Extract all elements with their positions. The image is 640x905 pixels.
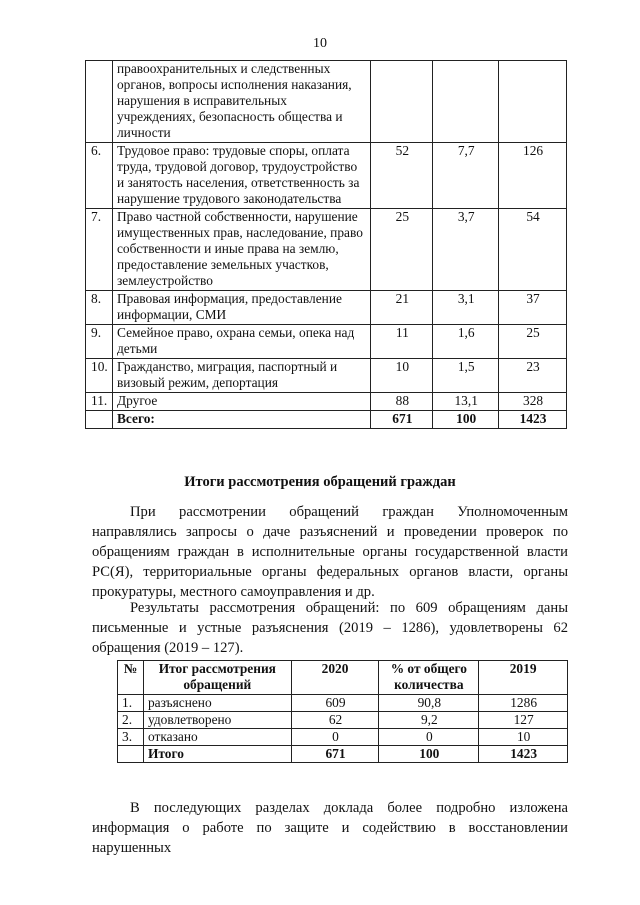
row-number: 1. — [118, 695, 144, 712]
count-2020-cell: 25 — [371, 209, 433, 291]
result-label: удовлетворено — [143, 712, 291, 729]
row-number: 7. — [86, 209, 113, 291]
topic-cell: Семейное право, охрана семьи, опека над детьми — [112, 325, 370, 359]
percent-cell: 3,1 — [433, 291, 499, 325]
header-number: № — [118, 661, 144, 695]
percent-cell: 1,6 — [433, 325, 499, 359]
count-2020-cell: 88 — [371, 393, 433, 411]
table-row — [86, 209, 567, 291]
row-number: 3. — [118, 729, 144, 746]
paragraph-further-sections: В последующих разделах доклада более подробно изложена информация о работе по защите и содействию в восстановлении нарушенных — [92, 800, 568, 856]
topic-cell: Право частной собственности, нарушение имущественных прав, наследование, право собственности и иные права на землю, предоставление земельных участков, землеустройство — [112, 209, 370, 291]
table-row — [118, 712, 568, 729]
row-number — [86, 411, 113, 429]
row-number — [118, 746, 144, 763]
value-2020: 0 — [291, 729, 379, 746]
table-row — [86, 61, 567, 143]
result-label: разъяснено — [143, 695, 291, 712]
count-2020-cell: 52 — [371, 143, 433, 209]
total-2019: 1423 — [479, 746, 568, 763]
value-2019: 127 — [479, 712, 568, 729]
count-2020-cell: 21 — [371, 291, 433, 325]
paragraph-results: Результаты рассмотрения обращений: по 609 обращениям даны письменные и устные разъяснения (2019 – 1286), удовлетворены 62 обращения (2019 – 127). — [92, 600, 568, 656]
count-2019-cell: 54 — [499, 209, 567, 291]
row-number — [86, 61, 113, 143]
row-number: 9. — [86, 325, 113, 359]
value-percent: 9,2 — [379, 712, 479, 729]
total-percent: 100 — [433, 411, 499, 429]
count-2019-cell: 126 — [499, 143, 567, 209]
total-2020: 671 — [291, 746, 379, 763]
topic-cell: правоохранительных и следственных органов, вопросы исполнения наказания, нарушения в исправительных учреждениях, безопасность общества и личности — [112, 61, 370, 143]
table-row — [86, 143, 567, 209]
count-2020-cell: 10 — [371, 359, 433, 393]
count-2019-cell: 25 — [499, 325, 567, 359]
page-number: 10 — [313, 36, 327, 51]
value-2019: 1286 — [479, 695, 568, 712]
header-2019: 2019 — [479, 661, 568, 695]
count-2020-cell — [371, 61, 433, 143]
table-row — [118, 695, 568, 712]
table-row — [86, 291, 567, 325]
row-number: 6. — [86, 143, 113, 209]
percent-cell: 7,7 — [433, 143, 499, 209]
total-count-2019: 1423 — [499, 411, 567, 429]
value-2020: 62 — [291, 712, 379, 729]
count-2020-cell: 11 — [371, 325, 433, 359]
topic-cell: Правовая информация, предоставление информации, СМИ — [112, 291, 370, 325]
value-2019: 10 — [479, 729, 568, 746]
result-label: отказано — [143, 729, 291, 746]
row-number: 2. — [118, 712, 144, 729]
total-label: Итого — [143, 746, 291, 763]
appeals-by-topic-table — [85, 60, 567, 429]
header-result: Итог рассмотрения обращений — [143, 661, 291, 695]
topic-cell: Гражданство, миграция, паспортный и визовый режим, депортация — [112, 359, 370, 393]
row-number: 10. — [86, 359, 113, 393]
topic-cell: Трудовое право: трудовые споры, оплата труда, трудовой договор, трудоустройство и занятость населения, ответственность за нарушение трудового законодательства — [112, 143, 370, 209]
value-percent: 90,8 — [379, 695, 479, 712]
count-2019-cell — [499, 61, 567, 143]
total-label: Всего: — [112, 411, 370, 429]
total-percent: 100 — [379, 746, 479, 763]
section-title: Итоги рассмотрения обращений граждан — [184, 474, 456, 490]
percent-cell: 13,1 — [433, 393, 499, 411]
value-percent: 0 — [379, 729, 479, 746]
row-number: 11. — [86, 393, 113, 411]
table-row — [86, 393, 567, 411]
table-row — [86, 325, 567, 359]
percent-cell: 1,5 — [433, 359, 499, 393]
total-count-2020: 671 — [371, 411, 433, 429]
header-2020: 2020 — [291, 661, 379, 695]
percent-cell: 3,7 — [433, 209, 499, 291]
header-percent: % от общего количества — [379, 661, 479, 695]
table-header-row — [118, 661, 568, 695]
percent-cell — [433, 61, 499, 143]
value-2020: 609 — [291, 695, 379, 712]
table-row — [86, 359, 567, 393]
paragraph-requests: При рассмотрении обращений граждан Уполномоченным направлялись запросы о даче разъяснений и проведении проверок по обращениям граждан в исполнительные органы государственной власти РС(Я), территориальные органы федеральных органов власти, органы прокуратуры, местного самоуправления и др. — [92, 504, 568, 600]
topic-cell: Другое — [112, 393, 370, 411]
count-2019-cell: 328 — [499, 393, 567, 411]
row-number: 8. — [86, 291, 113, 325]
total-row — [118, 746, 568, 763]
count-2019-cell: 37 — [499, 291, 567, 325]
results-table — [117, 660, 568, 763]
total-row — [86, 411, 567, 429]
table-row — [118, 729, 568, 746]
count-2019-cell: 23 — [499, 359, 567, 393]
